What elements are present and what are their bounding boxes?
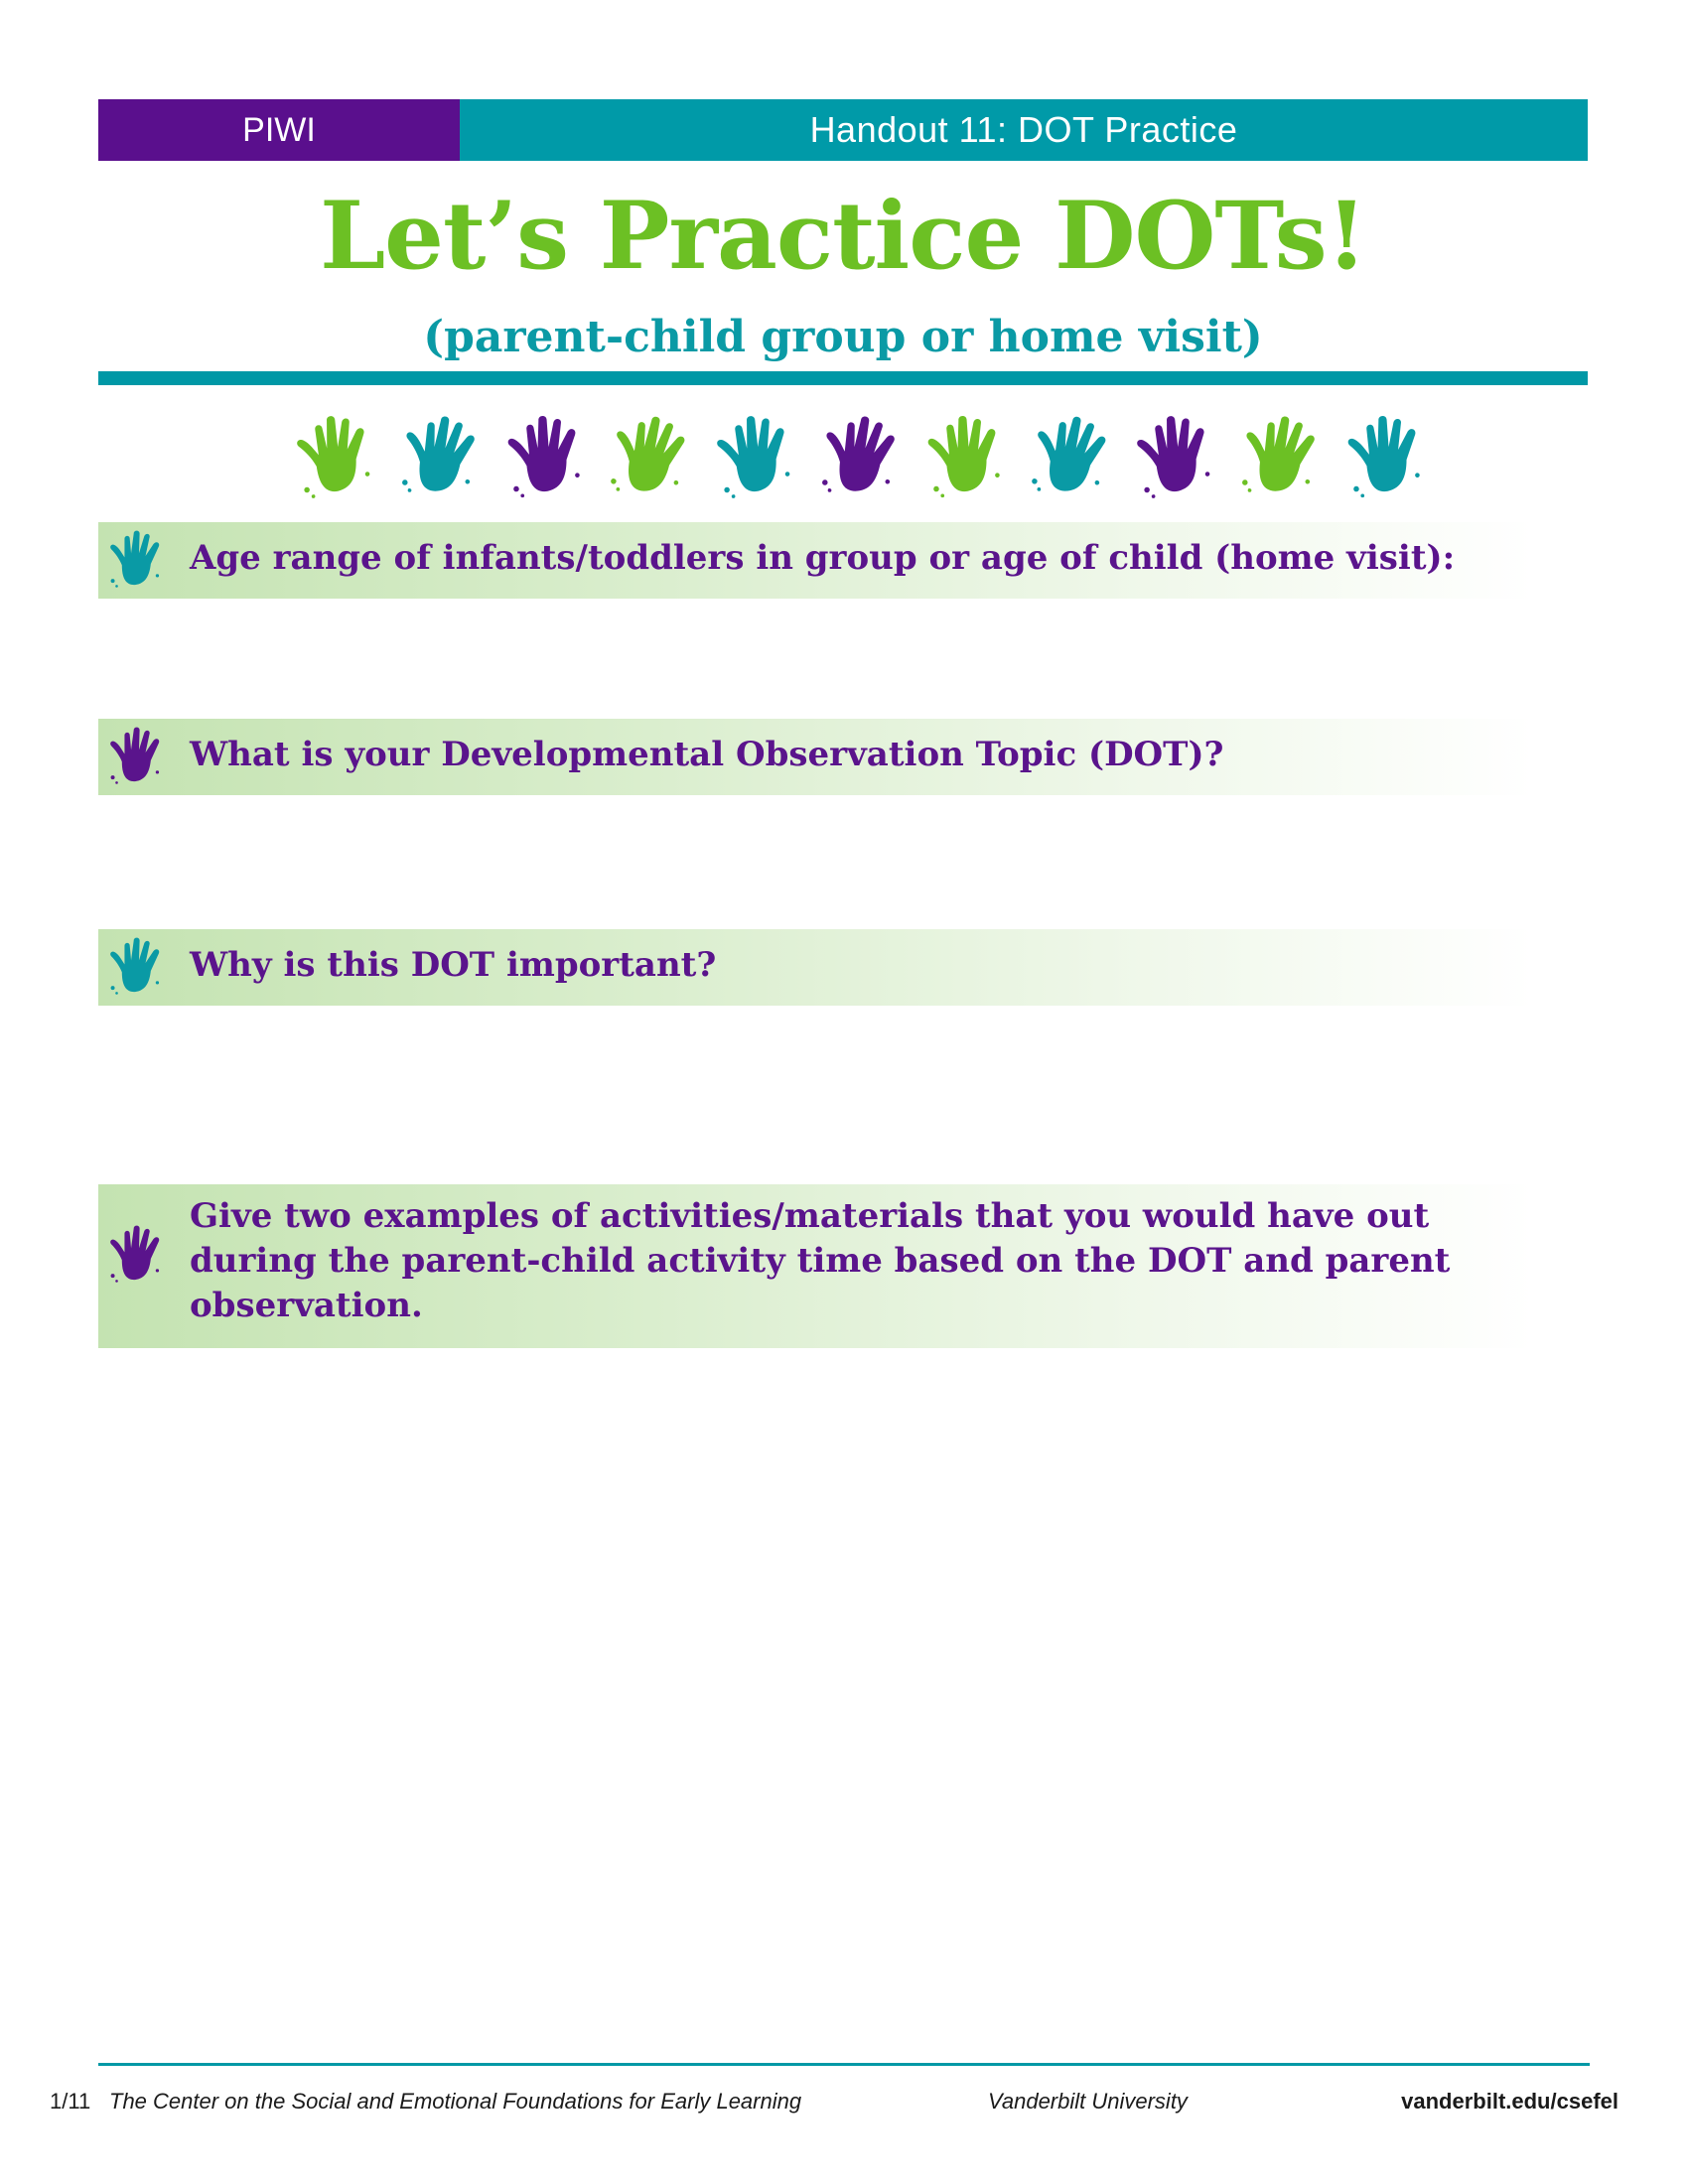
organization-name: The Center on the Social and Emotional Foundations for Early Learning (109, 2089, 802, 2114)
handprint-icon (282, 403, 385, 510)
page-title: Let’s Practice DOTs! (320, 182, 1366, 291)
handprint-icon (1017, 403, 1120, 510)
question-activity-examples (98, 1184, 1533, 1348)
handprint-icon (388, 404, 490, 508)
handprint-icon (102, 722, 168, 791)
handprint-icon (102, 1220, 168, 1290)
website-url: vanderbilt.edu/csefel (1401, 2089, 1618, 2114)
handprint-icon (702, 403, 805, 510)
handprint-icon (1122, 403, 1225, 510)
handout-title: Handout 11: DOT Practice (460, 99, 1588, 161)
question-age-range (98, 522, 1533, 599)
handprint-icon (1334, 404, 1435, 508)
handprint-icon (1228, 404, 1330, 508)
handprint-icon (102, 525, 168, 595)
program-tag: PIWI (98, 99, 460, 161)
question-text: Why is this DOT important? (190, 945, 717, 985)
handprint-icon (597, 403, 700, 510)
footer-divider (98, 2063, 1590, 2066)
question-text: Give two examples of activities/materials that you would have out during the parent-child activity time based on the DOT and parent observation. (190, 1196, 1451, 1325)
handprint-icon (914, 404, 1015, 508)
header-bar (98, 99, 1588, 161)
title-divider (98, 371, 1588, 385)
question-dot-topic (98, 719, 1533, 795)
page-number: 1/11 (50, 2089, 91, 2114)
handprint-icon (808, 404, 910, 508)
footer (50, 2089, 1618, 2118)
handprint-row (288, 407, 1430, 506)
university-name: Vanderbilt University (988, 2089, 1188, 2114)
question-text: What is your Developmental Observation Topic (DOT)? (190, 735, 1224, 774)
handprint-icon (493, 404, 595, 508)
page-subtitle: (parent-child group or home visit) (423, 312, 1263, 362)
question-dot-importance (98, 929, 1533, 1006)
handprint-icon (102, 932, 168, 1002)
question-text: Age range of infants/toddlers in group or age of child (home visit): (190, 538, 1456, 578)
